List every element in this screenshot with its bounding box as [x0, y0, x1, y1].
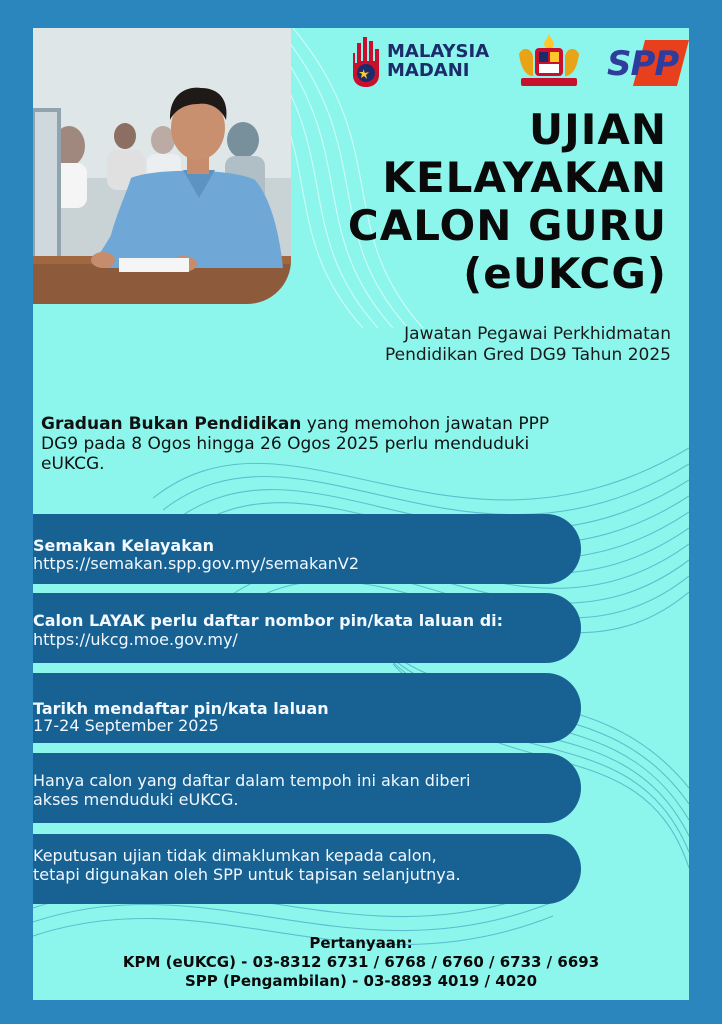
intro-bold: Graduan Bukan Pendidikan — [41, 414, 302, 434]
card-text-line2: akses menduduki eUKCG. — [33, 790, 239, 809]
poster — [33, 28, 689, 1000]
card-title: Calon LAYAK perlu daftar nombor pin/kata laluan di: — [33, 611, 504, 630]
enquiry-footer — [33, 934, 689, 991]
subtitle — [251, 324, 671, 366]
madani-line2: MADANI — [387, 60, 470, 81]
card-text-line1: Keputusan ujian tidak dimaklumkan kepada calon, — [33, 846, 437, 865]
title-line2: KELAYAKAN — [382, 153, 667, 202]
card-title: Tarikh mendaftar pin/kata laluan — [33, 699, 329, 718]
card-akses-eukcg — [33, 753, 581, 823]
intro-line2: DG9 pada 8 Ogos hingga 26 Ogos 2025 perlu menduduki — [41, 434, 530, 454]
spp-logo — [605, 38, 689, 88]
card-title: Semakan Kelayakan — [33, 536, 215, 555]
malaysia-madani-logo — [349, 32, 499, 90]
subtitle-line2: Pendidikan Gred DG9 Tahun 2025 — [385, 345, 671, 365]
intro-line1-rest: yang memohon jawatan PPP — [301, 414, 550, 434]
subtitle-line1: Jawatan Pegawai Perkhidmatan — [404, 324, 671, 344]
card-tarikh-mendaftar — [33, 673, 581, 743]
title-line3: CALON GURU — [347, 201, 667, 250]
logo-bar — [349, 32, 689, 92]
intro-line3: eUKCG. — [41, 454, 105, 474]
spp-logo-text: SPP — [607, 44, 679, 84]
candidate-photo — [33, 28, 291, 304]
title-line1: UJIAN — [528, 105, 667, 154]
page-title — [307, 106, 667, 298]
footer-kpm-phone: KPM (eUKCG) - 03-8312 6731 / 6768 / 6760 / 6733 / 6693 — [122, 953, 600, 971]
intro-paragraph — [41, 414, 651, 474]
footer-heading: Pertanyaan: — [309, 934, 413, 952]
card-text-line1: Hanya calon yang daftar dalam tempoh ini akan diberi — [33, 771, 471, 790]
title-line4: (eUKCG) — [463, 249, 667, 298]
madani-hand-icon — [349, 35, 383, 87]
footer-spp-phone: SPP (Pengambilan) - 03-8893 4019 / 4020 — [184, 972, 538, 990]
card-daftar-pin — [33, 593, 581, 663]
card-link[interactable]: https://semakan.spp.gov.my/semakanV2 — [33, 554, 359, 573]
card-text-line2: tetapi digunakan oleh SPP untuk tapisan selanjutnya. — [33, 865, 461, 884]
jata-negara-crest-icon — [509, 32, 589, 90]
card-semakan-kelayakan — [33, 514, 581, 584]
card-date: 17-24 September 2025 — [33, 716, 219, 735]
card-keputusan-ujian — [33, 834, 581, 904]
madani-line1: MALAYSIA — [387, 41, 490, 62]
card-link[interactable]: https://ukcg.moe.gov.my/ — [33, 630, 238, 649]
